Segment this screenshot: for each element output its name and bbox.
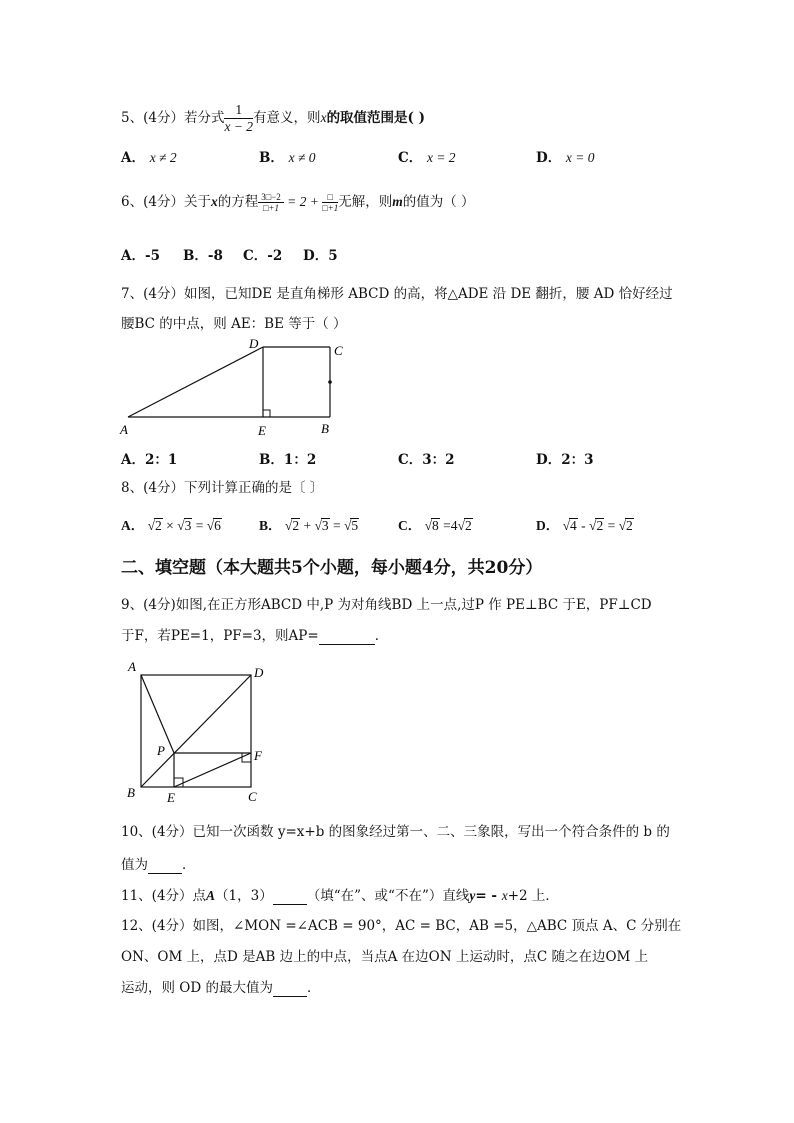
q7-line2: 腰BC 的中点，则 AE：BE 等于（ ） (121, 316, 347, 332)
q12-answer-blank[interactable] (273, 980, 307, 997)
q8-option-c[interactable]: C． √8 =4√2 (398, 518, 472, 533)
q7-line1: 7、(4分）如图，已知DE 是直角梯形 ABCD 的高，将△ADE 沿 DE 翻折，腰 AD 恰好经过 (121, 286, 673, 302)
q7-label-c: C (334, 343, 343, 358)
q6-lhs-fraction: $\frac{3□-2}{□+1}$ (258, 192, 284, 213)
q8-stem: 8、(4分）下列计算正确的是〔 〕 (121, 480, 324, 496)
q11-line: 11、(4分）点A（1，3） （填“在”、或“不在”）直线y= - x+2 上． (121, 888, 559, 904)
q9-line2: 于F，若PE=1，PF=3，则AP= ． (121, 628, 389, 644)
q7-label-e: E (258, 423, 266, 438)
q8-option-d[interactable]: D． √4 - √2 = √2 (536, 518, 633, 533)
q7-trapezoid-figure (115, 336, 355, 440)
q9-label-a: A (128, 660, 136, 674)
q10-answer-blank[interactable] (148, 857, 182, 874)
q7-label-a: A (120, 422, 128, 437)
q5-fraction: $\frac{1}{x - 2}$ (224, 102, 254, 134)
q7-option-c[interactable]: C．3：2 (398, 452, 455, 468)
q6-option-a[interactable]: A．-5 (121, 248, 160, 264)
q9-square-figure (122, 660, 272, 806)
q9-label-e: E (167, 790, 175, 805)
q7-option-b[interactable]: B．1：2 (259, 452, 317, 468)
q9-answer-blank[interactable] (319, 628, 375, 645)
q12-line2: ON、OM 上，点D 是AB 边上的中点，当点A 在边ON 上运动时，点C 随之在边OM 上 (121, 949, 649, 965)
q5-stem: 5、(4分）若分式 $\frac{1}{x - 2}$ 有意义，则x的取值范围是( ) (121, 102, 426, 134)
q9-line1: 9、(4分)如图,在正方形ABCD 中,P 为对角线BD 上一点,过P 作 PE⊥BC 于E，PF⊥CD (121, 597, 652, 613)
q10-line2: 值为 ． (121, 857, 196, 873)
q6-rhs-fraction: $\frac{□}{□+1}$ (322, 192, 339, 213)
q7-label-d: D (249, 336, 259, 351)
q6-stem: 6、(4分）关于x的方程 $\frac{3□-2}{□+1}$ = 2 + $\frac{□}{□+1}$ 无解，则m的值为（ ） (121, 192, 475, 213)
q5-option-d[interactable]: D． x = 0 (536, 150, 595, 166)
q8-option-b[interactable]: B． √2 + √3 = √5 (259, 518, 359, 533)
q5-option-a[interactable]: A． x ≠ 2 (121, 150, 177, 166)
q7-option-a[interactable]: A．2：1 (121, 452, 178, 468)
section-2-heading: 二、填空题（本大题共5个小题，每小题4分，共20分） (121, 558, 543, 578)
q5-option-c[interactable]: C． x = 2 (398, 150, 456, 166)
q9-label-d: D (254, 665, 264, 680)
q7-option-d[interactable]: D．2：3 (536, 452, 594, 468)
q5-option-b[interactable]: B． x ≠ 0 (259, 150, 316, 166)
q8-option-a[interactable]: A． √2 × √3 = √6 (121, 518, 221, 533)
q6-option-d[interactable]: D．5 (303, 248, 338, 264)
q7-label-b: B (321, 421, 329, 436)
q10-line1: 10、(4分）已知一次函数 y=x+b 的图象经过第一、二、三象限，写出一个符合条件的 b 的 (121, 824, 670, 840)
q9-label-p: P (157, 743, 165, 758)
q9-label-b: B (127, 785, 135, 800)
q11-answer-blank[interactable] (273, 888, 307, 905)
q12-line1: 12、(4分）如图，∠MON =∠ACB = 90°，AC = BC，AB =5，△ABC 顶点 A、C 分别在 (121, 918, 682, 934)
q6-option-c[interactable]: C．-2 (243, 248, 283, 264)
q9-label-f: F (254, 748, 262, 763)
q12-line3: 运动，则 OD 的最大值为 ． (121, 980, 321, 996)
q6-option-b[interactable]: B．-8 (183, 248, 223, 264)
q9-label-c: C (248, 789, 257, 804)
